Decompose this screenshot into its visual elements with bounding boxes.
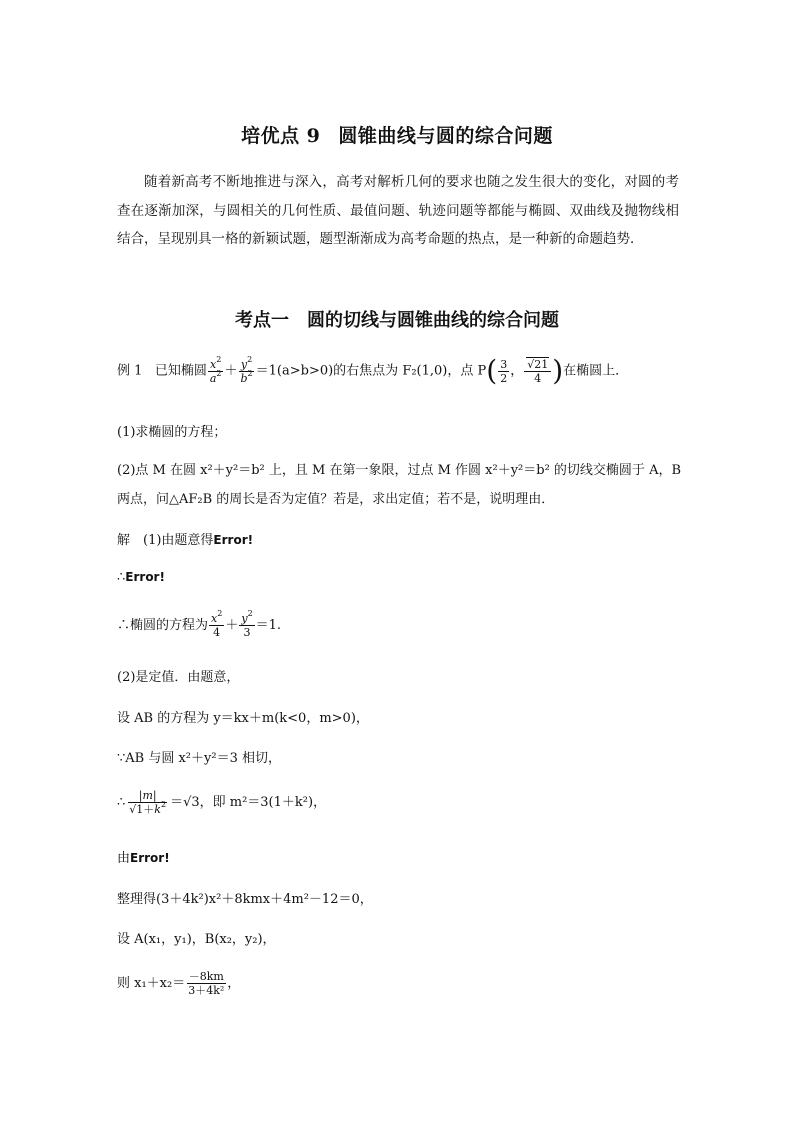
error-text-2: Error! — [125, 570, 165, 584]
page-title — [0, 121, 794, 148]
solution-step-3: ∴椭圆的方程为 $\frac{x^2}{4}$ ＋ $\frac{y^2}{3}$ ＝1. — [117, 609, 282, 639]
question-1: (1)求椭圆的方程； — [117, 425, 227, 440]
sum-frac-num: －8km — [188, 970, 224, 983]
solution-suffix-3: ＝1. — [255, 618, 282, 633]
section-text: 圆的切线与圆锥曲线的综合问题 — [307, 310, 559, 331]
sum-frac-den: 3＋4k² — [188, 984, 225, 997]
solution-suffix-11: ， — [227, 976, 241, 991]
example-statement: 例 1 已知椭圆 $\frac{x^2}{a^2}$ ＋ $\frac{y^2}{b^2}$ ＝1(a>b>0)的右焦点为 F₂(1,0)，点 P( $\frac{3}{2}$ ， $\frac{√21}{4}$ )在椭圆上． — [117, 354, 629, 387]
solution-suffix-7: ＝√3，即 m²＝3(1＋k²)， — [170, 795, 327, 810]
example-suffix: 在椭圆上． — [563, 363, 629, 379]
solution-step-6: ∵AB 与圆 x²＋y²＝3 相切， — [117, 751, 281, 766]
solution-step-5: 设 AB 的方程为 y＝kx＋m(k<0，m>0)， — [117, 711, 369, 726]
title-label: 培优点 9 — [241, 125, 321, 147]
example-condition: ＝1(a>b>0)的右焦点为 F₂(1,0)，点 P — [255, 363, 487, 379]
section-label: 考点一 — [235, 310, 289, 331]
example-label: 例 1 — [117, 363, 143, 379]
solution-prefix-11: 则 x₁＋x₂＝ — [117, 976, 186, 991]
solution-prefix-7: ∴ — [117, 795, 126, 810]
point-p-y: $\frac{√21}{4}$ — [524, 358, 551, 385]
question-2-line-2: 两点，问△AF₂B 的周长是否为定值？若是，求出定值；若不是，说明理由． — [117, 492, 555, 507]
result-frac-x: $\frac{x^2}{4}$ — [211, 609, 223, 639]
solution-step-8 — [117, 847, 687, 866]
solution-prefix-1: 解 (1)由题意得 — [117, 533, 214, 548]
solution-prefix-3: ∴椭圆的方程为 — [117, 618, 209, 633]
error-text-3: Error! — [130, 851, 170, 865]
solution-prefix-8: 由 — [117, 851, 131, 866]
solution-step-11 — [117, 970, 687, 997]
result-frac-y: $\frac{y^2}{3}$ — [241, 609, 253, 639]
example-prefix: 已知椭圆 — [154, 363, 207, 379]
title-text: 圆锥曲线与圆的综合问题 — [338, 125, 553, 147]
question-2-line-1: (2)点 M 在圆 x²＋y²＝b² 上，且 M 在第一象限，过点 M 作圆 x²＋y²＝b² 的切线交椭圆于 A，B — [117, 463, 682, 478]
distance-frac: $\frac{|m|}{√1+k^2}$ — [129, 789, 167, 816]
solution-prefix-2: ∴ — [117, 570, 126, 585]
ellipse-frac-y: $\frac{y^2}{b^2}$ — [240, 354, 253, 385]
section-heading — [0, 306, 794, 332]
solution-step-10: 设 A(x₁，y₁)，B(x₂，y₂)， — [117, 932, 276, 947]
sum-frac — [186, 970, 226, 997]
ellipse-frac-x: $\frac{x^2}{a^2}$ — [209, 354, 222, 385]
solution-step-7 — [117, 789, 687, 816]
solution-step-4: (2)是定值．由题意， — [117, 670, 240, 685]
point-p-x: $\frac{3}{2}$ — [500, 357, 508, 385]
solution-step-1 — [117, 529, 687, 548]
solution-step-9: 整理得(3＋4k²)x²＋8kmx＋4m²－12＝0， — [117, 892, 373, 907]
error-text-1: Error! — [213, 533, 254, 547]
intro-paragraph: 随着新高考不断地推进与深入，高考对解析几何的要求也随之发生很大的变化，对圆的考查在逐渐加深，与圆相关的几何性质、最值问题、轨迹问题等都能与椭圆、双曲线及抛物线相结合，呈现别具一格的新颖试题，题型渐渐成为高考命题的热点，是一种新的命题趋势． — [117, 174, 679, 247]
solution-step-2 — [117, 570, 687, 585]
